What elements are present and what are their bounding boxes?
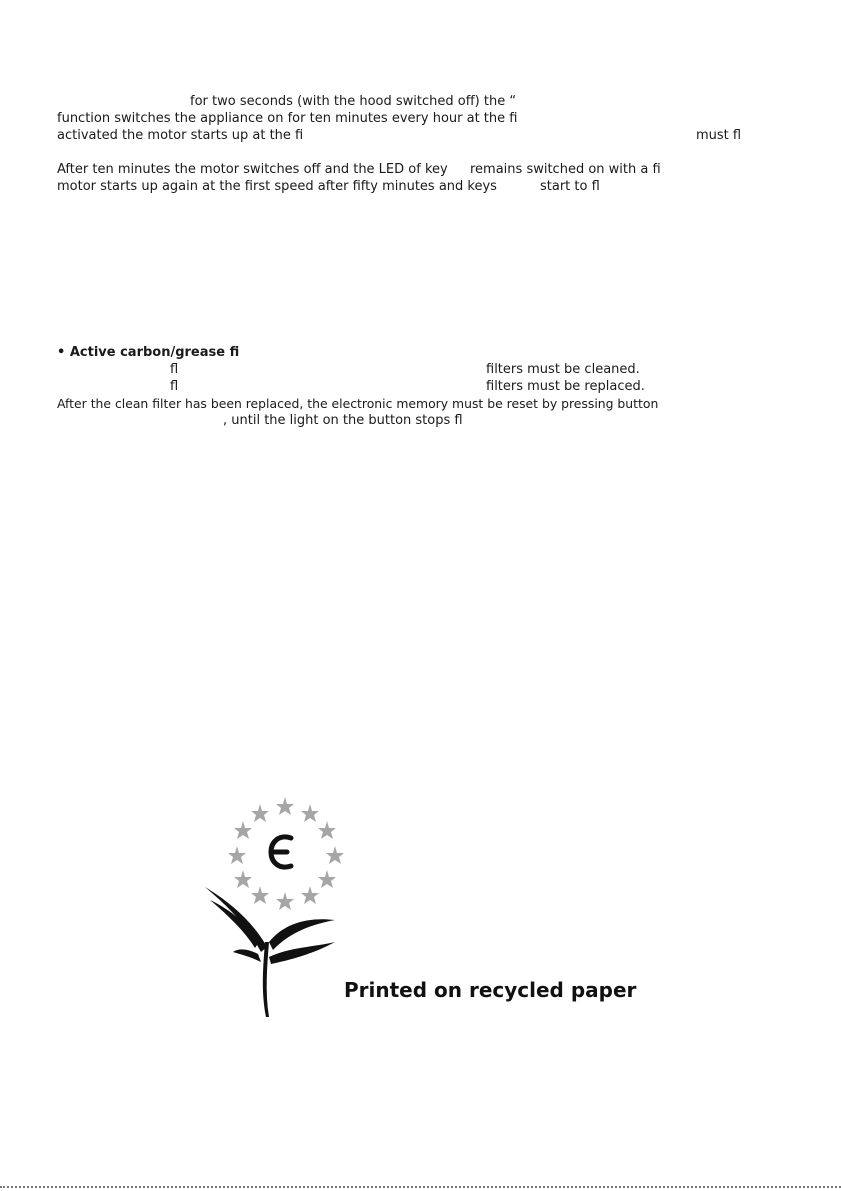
body-text-line: ﬁlters must be replaced. (486, 379, 645, 394)
body-text-line: remains switched on with a ﬁ (470, 162, 661, 177)
star-icon (234, 821, 252, 839)
body-text-line: After the clean ﬁlter has been replaced, the electronic memory must be reset by pressing button (57, 396, 659, 411)
euro-e-icon (271, 837, 291, 867)
star-icon (251, 804, 269, 822)
eco-flower-logo (195, 792, 355, 1022)
body-text-line: activated the motor starts up at the ﬁ (57, 128, 304, 143)
body-text-line: for two seconds (with the hood switched off) the “ (190, 94, 517, 109)
star-icon (318, 870, 336, 888)
body-text-line: must ﬂ (696, 128, 742, 143)
star-icon (228, 846, 246, 864)
body-text-line: start to ﬂ (540, 179, 600, 194)
star-icon (234, 870, 252, 888)
star-icon (251, 886, 269, 904)
flower-stem-leaves-icon (205, 887, 335, 1017)
star-icon (276, 892, 294, 910)
body-text-line: motor starts up again at the ﬁrst speed after ﬁfty minutes and keys (57, 179, 497, 194)
recycled-paper-caption: Printed on recycled paper (344, 978, 637, 1002)
bottom-border (0, 1186, 841, 1188)
star-icon (276, 797, 294, 815)
body-text-line: ﬁlters must be cleaned. (486, 362, 640, 377)
star-icon (301, 804, 319, 822)
body-text-line: ﬂ (170, 379, 179, 394)
body-text-line: , until the light on the button stops ﬂ (223, 413, 463, 428)
body-text-line: After ten minutes the motor switches oﬀ and the LED of key (57, 162, 448, 177)
star-icon (318, 821, 336, 839)
body-text-line: ﬂ (170, 362, 179, 377)
star-icon (301, 886, 319, 904)
body-text-line: function switches the appliance on for ten minutes every hour at the ﬁ (57, 111, 518, 126)
star-icon (326, 846, 344, 864)
section-heading: • Active carbon/grease ﬁ (57, 345, 240, 360)
